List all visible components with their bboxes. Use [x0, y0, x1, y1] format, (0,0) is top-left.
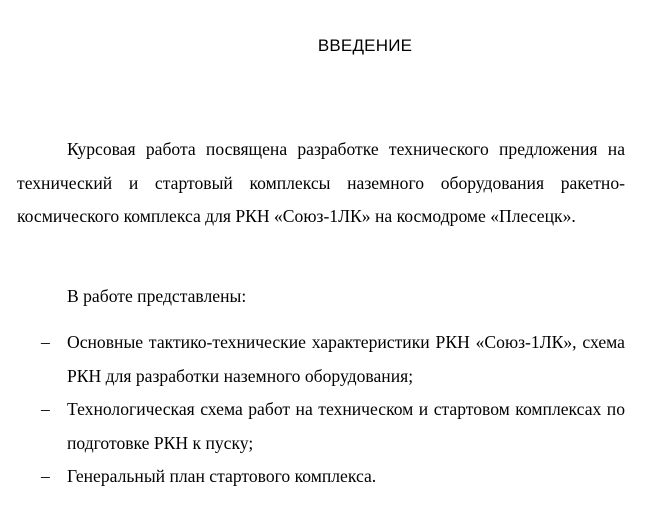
list-item — [17, 393, 625, 460]
list-dash: – — [41, 332, 50, 352]
list-item-text: Основные тактико-технические характеристики РКН «Союз-1ЛК», схема РКН для разработки наземного оборудования; — [67, 332, 625, 386]
list-item — [17, 326, 625, 393]
list-item-text: Технологическая схема работ на техническом и стартовом комплексах по подготовке РКН к пуску; — [67, 399, 625, 453]
contents-list — [17, 326, 625, 494]
section-title: ВВЕДЕНИЕ — [317, 36, 413, 55]
intro-paragraph: Курсовая работа посвящена разработке технического предложения на технический и стартовый комплексы наземного оборудования ракетно-космического комплекса для РКН «Союз-1ЛК» на космодроме «Плесецк». — [17, 139, 625, 226]
list-dash: – — [41, 466, 50, 486]
list-dash: – — [41, 399, 50, 419]
list-item-text: Генеральный план стартового комплекса. — [67, 466, 377, 486]
list-item — [17, 460, 625, 494]
list-intro-paragraph: В работе представлены: — [67, 286, 247, 306]
